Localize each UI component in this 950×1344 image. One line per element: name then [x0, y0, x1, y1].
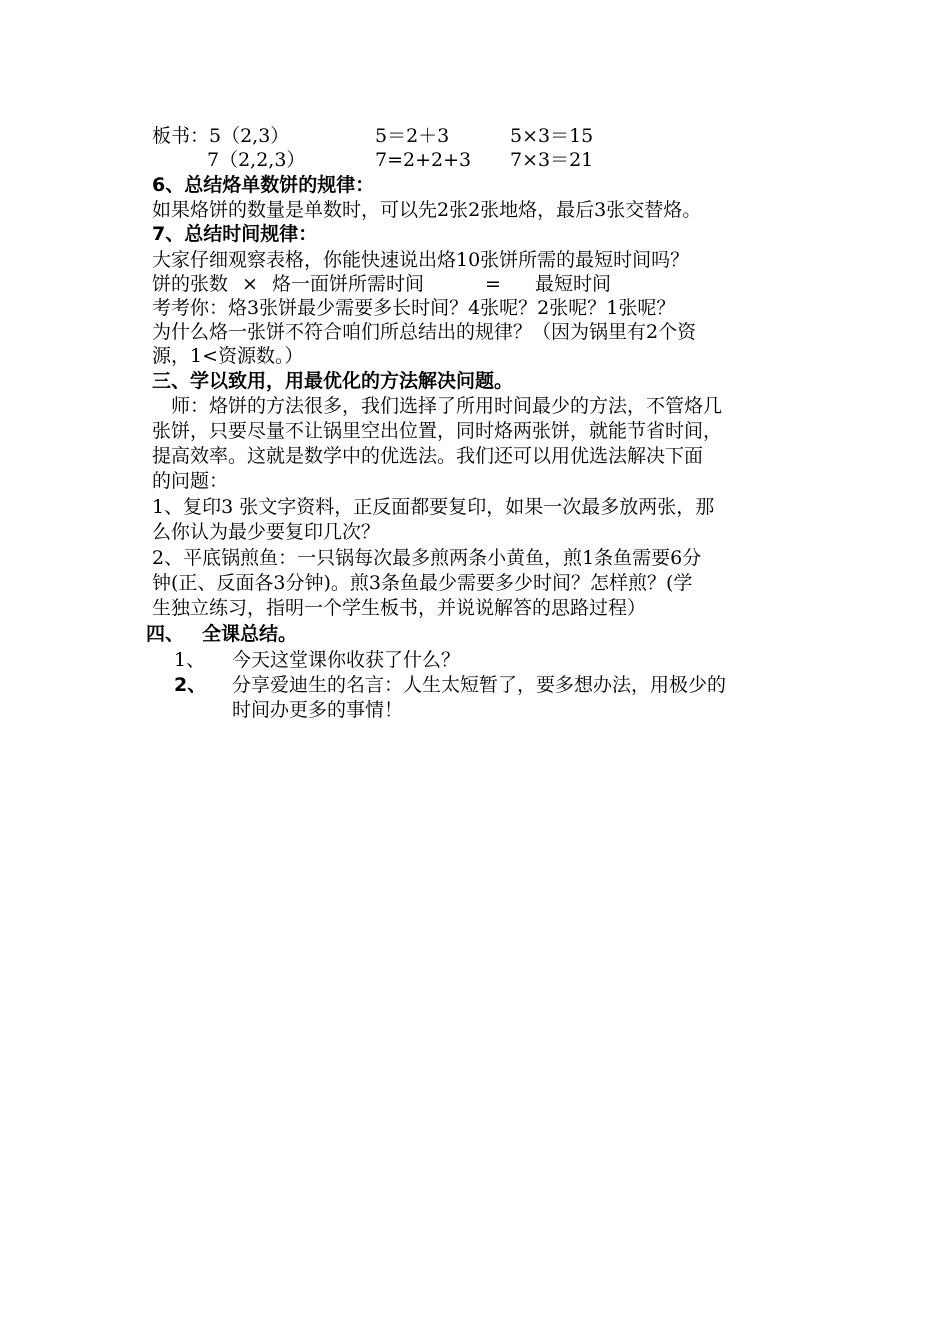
problem1-line1: 1、复印3 张文字资料，正反面都要复印，如果一次最多放两张，那	[152, 496, 715, 518]
section4-number: 四、	[146, 623, 185, 645]
section7-why-line2: 源，1<资源数。）	[152, 345, 304, 367]
section3-para-line4: 的问题：	[152, 470, 229, 492]
formula-one-side-time: 烙一面饼所需时间	[272, 273, 425, 295]
problem1-line2: 么你认为最少要复印几次？	[152, 521, 381, 543]
board-row1-b: 5＝2＋3	[375, 125, 450, 147]
summary-item1-number: 1、	[174, 649, 206, 671]
formula-shortest-time: 最短时间	[535, 273, 612, 295]
summary-item2-line2: 时间办更多的事情！	[232, 699, 404, 721]
section3-para-line2: 张饼，只要尽量不让锅里空出位置，同时烙两张饼，就能节省时间，	[152, 420, 723, 442]
section4-heading: 全课总结。	[202, 623, 298, 645]
formula-times: ×	[242, 273, 258, 295]
board-row1-c: 5×3＝15	[510, 125, 594, 147]
problem2-line2: 钟(正、反面各3分钟)。煎3条鱼最少需要多少时间？怎样煎？(学	[152, 572, 693, 594]
section3-para-line1: 师：烙饼的方法很多，我们选择了所用时间最少的方法，不管烙几	[171, 395, 723, 417]
section7-question: 大家仔细观察表格，你能快速说出烙10张饼所需的最短时间吗？	[152, 249, 690, 271]
board-row2-b: 7=2+2+3	[375, 149, 472, 171]
board-row2-a: 7（2,2,3）	[207, 149, 306, 171]
summary-item1-text: 今天这堂课你收获了什么？	[232, 649, 461, 671]
formula-pancake-count: 饼的张数	[152, 273, 229, 295]
summary-item2-line1: 分享爱迪生的名言：人生太短暂了，要多想办法，用极少的	[232, 674, 727, 696]
section7-heading: 7、总结时间规律：	[152, 223, 318, 245]
summary-item2-number: 2、	[174, 674, 207, 696]
section6-text: 如果烙饼的数量是单数时，可以先2张2张地烙，最后3张交替烙。	[152, 199, 702, 221]
section6-heading: 6、总结烙单数饼的规律：	[152, 174, 375, 196]
section7-why-line1: 为什么烙一张饼不符合咱们所总结出的规律？（因为锅里有2个资	[152, 321, 697, 343]
section3-para-line3: 提高效率。这就是数学中的优选法。我们还可以用优选法解决下面	[152, 445, 704, 467]
section7-test: 考考你：烙3张饼最少需要多长时间？4张呢？2张呢？1张呢？	[152, 297, 676, 319]
section3-heading: 三、学以致用，用最优化的方法解决问题。	[152, 370, 514, 392]
board-row2-c: 7×3＝21	[510, 149, 594, 171]
formula-equals: =	[485, 273, 501, 295]
problem2-line3: 生独立练习，指明一个学生板书，并说说解答的思路过程）	[152, 597, 647, 619]
problem2-line1: 2、平底锅煎鱼：一只锅每次最多煎两条小黄鱼，煎1条鱼需要6分	[152, 547, 702, 569]
board-row1-a: 板书：5（2,3）	[152, 125, 290, 147]
